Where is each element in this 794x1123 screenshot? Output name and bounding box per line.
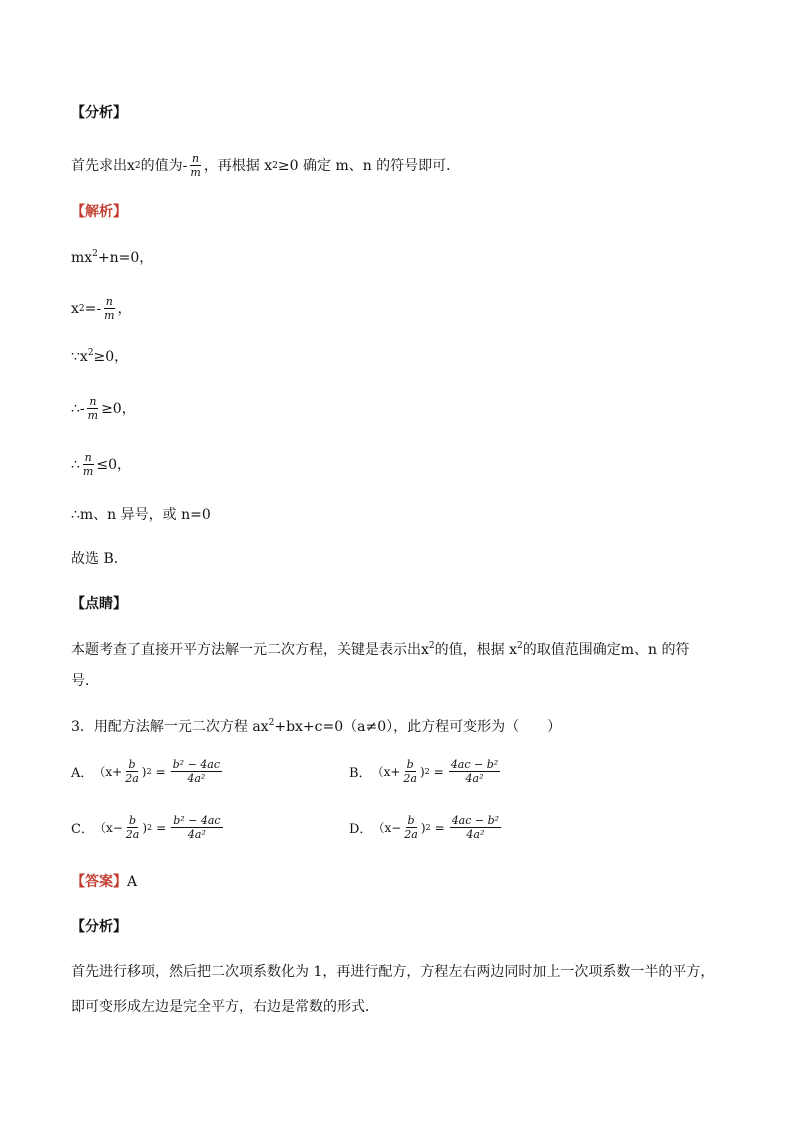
numerator: b <box>406 758 414 771</box>
analysis-text: 首先求出x 2 的值为- $\frac{n}{m}$ ，再根据 x 2 ≥0 确定 m、n 的符号即可． <box>71 152 461 179</box>
text: ∴ <box>71 456 80 473</box>
denominator: 4a² <box>465 772 484 785</box>
superscript: 2 <box>92 249 98 259</box>
analysis-2-line-1: 首先进行移项，然后把二次项系数化为 1，再进行配方，方程左右两边同时加上一次项系数一半的平方， <box>71 964 715 980</box>
solution-line-1 <box>71 248 153 268</box>
superscript: 2 <box>428 641 435 651</box>
fraction-n-over-m <box>102 295 116 322</box>
analysis-text-part: ，再根据 x <box>203 157 273 174</box>
text: mx <box>71 250 93 266</box>
comment-heading: 【点睛】 <box>71 596 127 612</box>
answer <box>71 872 137 892</box>
fraction-n-over-m <box>188 152 202 179</box>
text: ≤0， <box>96 456 131 473</box>
analysis-text-part: ≥0 确定 m、n 的符号即可． <box>277 157 461 174</box>
comment-line-1 <box>71 640 689 660</box>
numerator: n <box>84 451 92 464</box>
superscript: 2 <box>424 767 430 776</box>
text: 本题考查了直接开平方法解一元二次方程，关键是表示出x <box>71 642 429 658</box>
superscript: 2 <box>517 641 523 651</box>
fraction-rhs <box>450 814 501 841</box>
text: ) <box>141 764 147 779</box>
analysis-text-part: 的值为- <box>140 157 188 174</box>
text: （x <box>93 765 113 779</box>
text: ) <box>419 764 425 779</box>
denominator: 4a² <box>187 828 206 841</box>
text: ∵x <box>71 349 88 365</box>
solution-heading: 【解析】 <box>71 204 127 220</box>
text: ) <box>142 820 148 835</box>
equals-sign: = <box>434 820 445 835</box>
text: （x <box>93 821 113 835</box>
comment-line-2: 号． <box>71 673 99 689</box>
option-label: B． <box>349 766 372 781</box>
numerator: b <box>128 758 136 771</box>
denominator: m <box>104 309 115 322</box>
text: 3．用配方法解一元二次方程 ax <box>71 719 269 735</box>
fraction-n-over-m <box>81 451 95 478</box>
text: ， <box>117 300 132 317</box>
text: （x <box>372 821 392 835</box>
text: （x <box>371 765 391 779</box>
option-d[interactable] <box>349 814 502 841</box>
solution-line-3 <box>71 347 128 367</box>
analysis-2-line-2: 即可变形成左边是完全平方，右边是常数的形式． <box>71 999 379 1015</box>
sign: − <box>112 820 123 835</box>
answer-value: A <box>127 874 138 890</box>
solution-line-5 <box>71 451 131 478</box>
numerator: b² − 4ac <box>173 814 221 827</box>
sign: − <box>391 820 402 835</box>
option-label: A． <box>71 766 94 781</box>
denominator: 2a <box>125 828 140 841</box>
text: +n=0， <box>97 250 154 266</box>
denominator: m <box>82 465 94 478</box>
text: =- <box>84 300 102 317</box>
superscript: 2 <box>146 767 152 776</box>
option-a[interactable] <box>71 758 223 785</box>
numerator: n <box>89 395 97 408</box>
fraction-b-over-2a <box>123 758 141 785</box>
superscript: 2 <box>147 823 153 832</box>
analysis-heading: 【分析】 <box>71 105 127 121</box>
fraction-rhs <box>171 758 222 785</box>
fraction-b-over-2a <box>124 814 142 841</box>
analysis-2-heading: 【分析】 <box>71 919 127 935</box>
numerator: 4ac − b² <box>450 758 499 771</box>
option-label: D． <box>349 822 373 837</box>
question-3-stem <box>71 717 561 737</box>
sign: + <box>112 764 123 779</box>
numerator: n <box>105 295 113 308</box>
fraction-rhs <box>171 814 222 841</box>
numerator: b <box>129 814 137 827</box>
option-label: C． <box>71 822 94 837</box>
equals-sign: = <box>155 764 166 779</box>
denominator: 4a² <box>466 828 485 841</box>
denominator: 4a² <box>187 772 206 785</box>
fraction-rhs <box>449 758 500 785</box>
fraction-n-over-m <box>86 395 100 422</box>
text: +bx+c=0（a≠0），此方程可变形为（ ） <box>274 719 562 735</box>
denominator: m <box>190 166 201 179</box>
text: 的值，根据 x <box>434 642 517 658</box>
option-c[interactable] <box>71 814 224 841</box>
numerator: b <box>407 814 415 827</box>
superscript: 2 <box>268 718 275 728</box>
text: 的取值范围确定m、n 的符 <box>522 642 690 658</box>
text: ≥0， <box>93 349 129 365</box>
answer-heading: 【答案】 <box>71 874 127 890</box>
superscript: 2 <box>87 348 94 358</box>
denominator: 2a <box>404 828 418 841</box>
text: x <box>71 300 79 317</box>
text: ) <box>420 820 426 835</box>
fraction-b-over-2a <box>402 814 420 841</box>
option-b[interactable] <box>349 758 501 785</box>
numerator: b² − 4ac <box>172 758 221 771</box>
fraction-b-over-2a <box>401 758 419 785</box>
analysis-text-part: 首先求出x <box>71 157 135 174</box>
solution-line-2: x 2 =- $\frac{n}{m}$ ， <box>71 295 132 322</box>
solution-line-6: ∴m、n 异号，或 n=0 <box>71 507 211 523</box>
solution-line-7: 故选 B． <box>71 551 128 567</box>
equals-sign: = <box>156 820 167 835</box>
text: ∴- <box>71 400 85 417</box>
numerator: n <box>192 152 200 165</box>
equals-sign: = <box>433 764 444 779</box>
sign: + <box>390 764 401 779</box>
denominator: m <box>87 409 99 422</box>
solution-line-4 <box>71 395 136 422</box>
denominator: 2a <box>403 772 417 785</box>
superscript: 2 <box>425 823 431 832</box>
numerator: 4ac − b² <box>451 814 500 827</box>
denominator: 2a <box>125 772 139 785</box>
text: ≥0， <box>101 400 136 417</box>
